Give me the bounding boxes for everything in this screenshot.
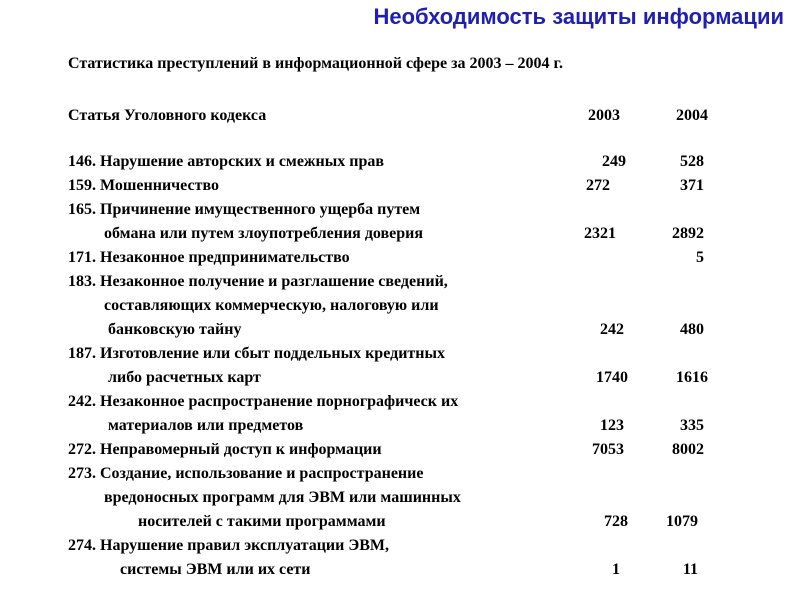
- row-text: 183. Незаконное получение и разглашение сведений,: [68, 273, 448, 290]
- table-row: [68, 318, 728, 342]
- value-2004: 528: [680, 153, 704, 170]
- table-header: [68, 104, 728, 128]
- row-text: 274. Нарушение правил эксплуатации ЭВМ,: [68, 537, 389, 554]
- row-text: обмана или путем злоупотребления доверия: [104, 225, 424, 242]
- row-text: составляющих коммерческую, налоговую или: [104, 297, 439, 314]
- row-text: 272. Неправомерный доступ к информации: [68, 441, 382, 458]
- table-row: [68, 486, 728, 510]
- row-text: системы ЭВМ или их сети: [120, 561, 311, 578]
- table-row: [68, 414, 728, 438]
- value-2004: 2892: [672, 225, 704, 242]
- row-text: 273. Создание, использование и распространение: [68, 465, 424, 482]
- row-text: банковскую тайну: [108, 321, 242, 338]
- row-text: материалов или предметов: [108, 417, 304, 434]
- value-2003: 7053: [592, 441, 624, 458]
- table-row: [68, 174, 728, 198]
- value-2004: 480: [680, 321, 704, 338]
- statistics-table: [68, 104, 728, 582]
- table-row: [68, 294, 728, 318]
- value-2004: 371: [680, 177, 704, 194]
- value-2003: 1: [612, 561, 620, 578]
- row-text: 171. Незаконное предпринимательство: [68, 249, 350, 266]
- row-text: 242. Незаконное распространение порнографическ их: [68, 393, 459, 410]
- table-row: [68, 438, 728, 462]
- page-title: Необходимость защиты информации: [373, 4, 784, 29]
- value-2004: 335: [680, 417, 704, 434]
- value-2003: 272: [586, 177, 610, 194]
- value-2003: 249: [602, 153, 626, 170]
- table-row: [68, 150, 728, 174]
- table-row: [68, 510, 728, 534]
- value-2003: 1740: [596, 369, 628, 386]
- value-2004: 11: [682, 561, 698, 578]
- row-text: вредоносных программ для ЭВМ или машинных: [104, 489, 461, 506]
- column-header-article: Статья Уголовного кодекса: [68, 107, 267, 124]
- value-2004: 8002: [672, 441, 704, 458]
- table-row: [68, 222, 728, 246]
- row-text: 146. Нарушение авторских и смежных прав: [68, 153, 384, 170]
- value-2003: 123: [600, 417, 624, 434]
- table-row: [68, 534, 728, 558]
- value-2004: 1079: [666, 513, 698, 530]
- value-2004: 1616: [676, 369, 708, 386]
- table-row: [68, 390, 728, 414]
- row-text: 159. Мошенничество: [68, 177, 219, 194]
- value-2003: 2321: [584, 225, 616, 242]
- table-row: [68, 246, 728, 270]
- table-row: [68, 198, 728, 222]
- column-header-2004: 2004: [676, 107, 708, 124]
- row-text: 165. Причинение имущественного ущерба путем: [68, 201, 421, 218]
- table-row: [68, 558, 728, 582]
- value-2003: 242: [600, 321, 624, 338]
- value-2004: 5: [696, 249, 704, 266]
- subtitle: Статистика преступлений в информационной сфере за 2003 – 2004 г.: [68, 55, 563, 72]
- row-text: носителей с такими программами: [138, 513, 386, 530]
- table-row: [68, 366, 728, 390]
- table-row: [68, 462, 728, 486]
- row-text: 187. Изготовление или сбыт поддельных кредитных: [68, 345, 445, 362]
- column-header-2003: 2003: [588, 107, 620, 124]
- value-2003: 728: [604, 513, 628, 530]
- table-row: [68, 342, 728, 366]
- table-row: [68, 270, 728, 294]
- row-text: либо расчетных карт: [108, 369, 261, 386]
